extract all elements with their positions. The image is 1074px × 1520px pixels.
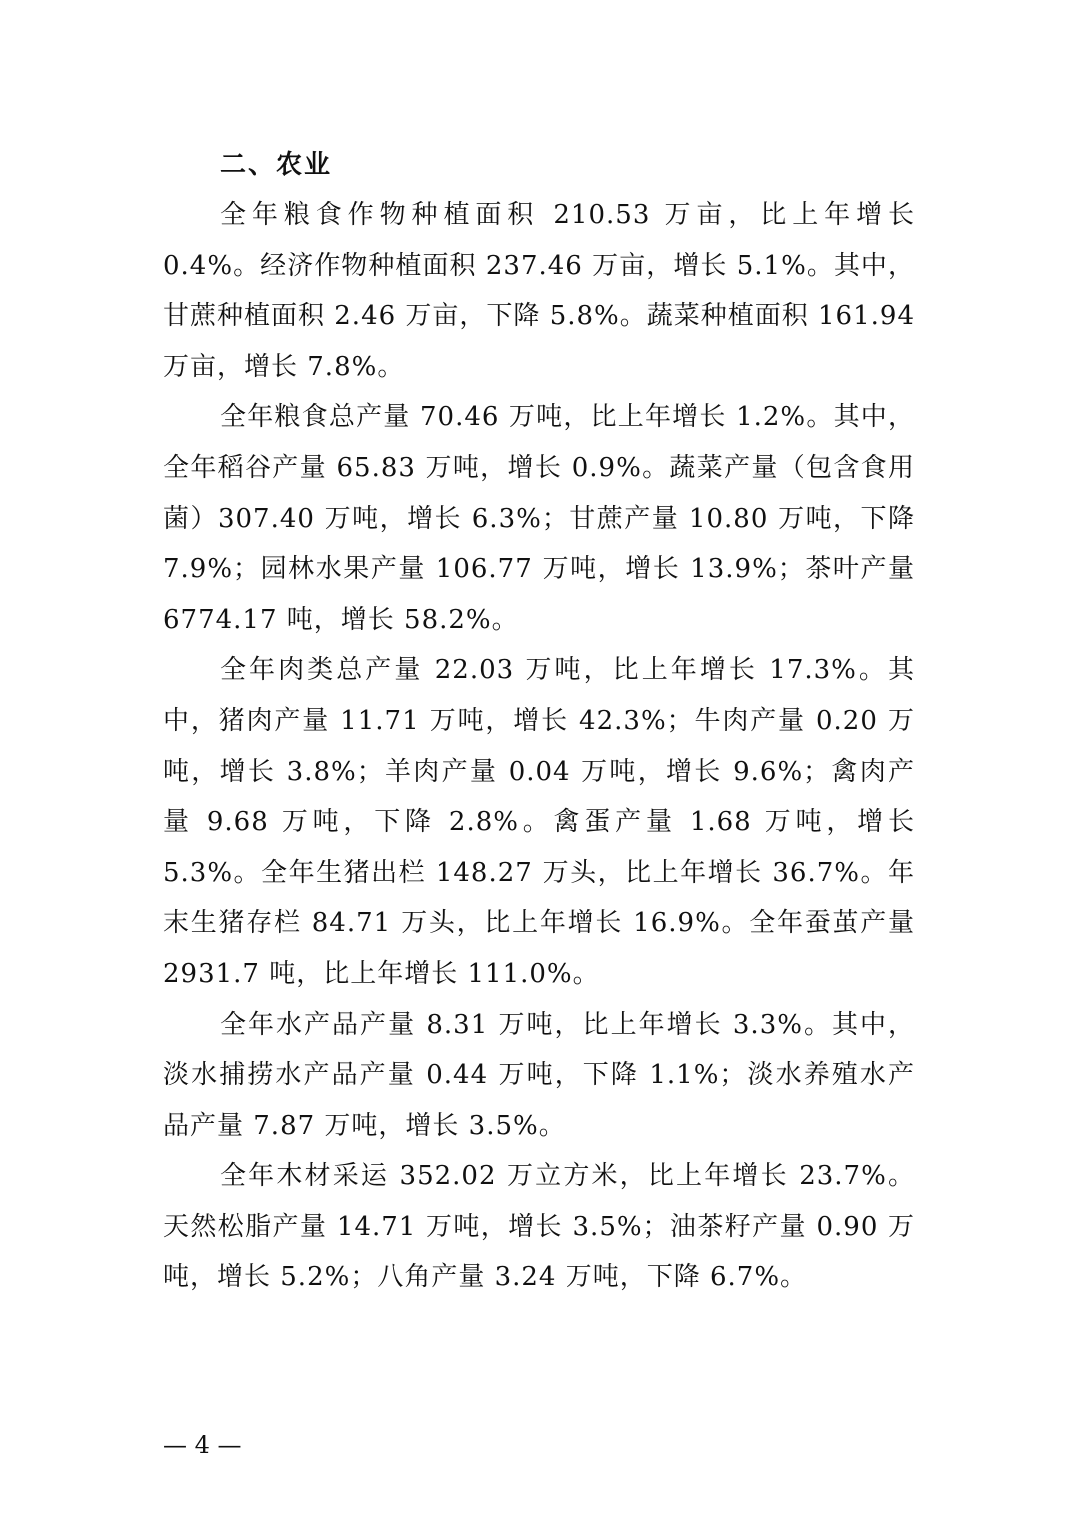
- paragraph-forestry-output: 全年木材采运 352.02 万立方米，比上年增长 23.7%。天然松脂产量 14.71 万吨，增长 3.5%；油茶籽产量 0.90 万吨，增长 5.2%；八角产量 3.24 万吨，下降 6.7%。: [163, 1161, 915, 1293]
- paragraph-grain-planting: 全年粮食作物种植面积 210.53 万亩，比上年增长 0.4%。经济作物种植面积 237.46 万亩，增长 5.1%。其中，甘蔗种植面积 2.46 万亩，下降 5.8%。蔬菜种植面积 161.94 万亩，增长 7.8%。: [163, 200, 915, 382]
- paragraph-meat-output: 全年肉类总产量 22.03 万吨，比上年增长 17.3%。其中，猪肉产量 11.71 万吨，增长 42.3%；牛肉产量 0.20 万吨，增长 3.8%；羊肉产量 0.04 万吨，增长 9.6%；禽肉产量 9.68 万吨，下降 2.8%。禽蛋产量 1.68 万吨，增长 5.3%。全年生猪出栏 148.27 万头，比上年增长 36.7%。年末生猪存栏 84.71 万头，比上年增长 16.9%。全年蚕茧产量 2931.7 吨，比上年增长 111.0%。: [163, 655, 915, 989]
- paragraph-grain-output: 全年粮食总产量 70.46 万吨，比上年增长 1.2%。其中，全年稻谷产量 65.83 万吨，增长 0.9%。蔬菜产量（包含食用菌）307.40 万吨，增长 6.3%；甘蔗产量 10.80 万吨，下降 7.9%；园林水果产量 106.77 万吨，增长 13.9%；茶叶产量 6774.17 吨，增长 58.2%。: [163, 402, 915, 635]
- page-number: — 4 —: [163, 1431, 242, 1459]
- document-body: [163, 140, 915, 1303]
- paragraph-aquatic-output: 全年水产品产量 8.31 万吨，比上年增长 3.3%。其中，淡水捕捞水产品产量 0.44 万吨，下降 1.1%；淡水养殖水产品产量 7.87 万吨，增长 3.5%。: [163, 1009, 915, 1141]
- section-heading: 二、农业: [220, 150, 333, 180]
